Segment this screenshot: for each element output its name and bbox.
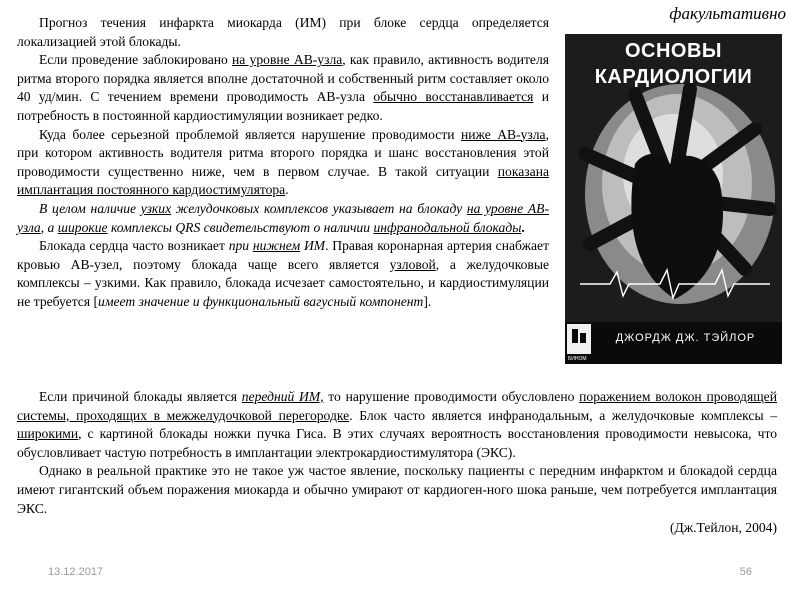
paragraph bbox=[17, 388, 777, 462]
text-run: нижнем bbox=[252, 238, 301, 254]
publisher-logo: БИНОМ bbox=[568, 356, 587, 362]
paragraph bbox=[17, 200, 549, 237]
text-run: обычно восстанавливается bbox=[373, 89, 534, 105]
top-text-column bbox=[17, 14, 549, 312]
text-run: передний ИМ, bbox=[241, 389, 324, 404]
text-run: . Правая коронарная артерия снабжает кровью АВ-узел, поэтому блокада чаще всего является bbox=[17, 238, 550, 272]
text-run: на уровне АВ-узла bbox=[17, 200, 549, 235]
text-run: , как правило, активность водителя ритма второго порядка является вполне достаточной и собственный ритм составляет около 40 уд/мин. С течением времени проводимость АВ-узла bbox=[17, 52, 549, 105]
page-number: 56 bbox=[739, 566, 752, 578]
text-run: . bbox=[285, 182, 289, 198]
text-run: В целом наличие bbox=[39, 200, 141, 216]
text-run: ниже АВ-узла bbox=[460, 126, 546, 142]
text-run: ИМ bbox=[300, 238, 326, 254]
text-run: при bbox=[228, 238, 253, 254]
text-run: Если проведение заблокировано bbox=[39, 52, 233, 68]
text-run: Если причиной блокады является bbox=[39, 389, 242, 404]
text-run: , а bbox=[40, 219, 58, 235]
text-run: на уровне АВ-узла bbox=[232, 52, 343, 68]
text-run: . Блок часто является инфранодальным, а желудочковые комплексы – bbox=[349, 407, 777, 423]
slide-date: 13.12.2017 bbox=[48, 566, 104, 578]
text-run: инфранодальной блокады bbox=[373, 219, 522, 235]
book-author: ДЖОРДЖ ДЖ. ТЭЙЛОР bbox=[615, 332, 756, 344]
text-run: широкие bbox=[57, 219, 108, 235]
text-run: , с картиной блокады ножки пучка Гиса. В этих случаях вероятность восстановления проводимости невысока, что обусловливает частую потребность в имплантации электрокардиостимулятора (ЭКС). bbox=[17, 426, 777, 460]
book-cover bbox=[565, 34, 782, 364]
paragraph bbox=[17, 237, 549, 311]
text-run: узловой bbox=[389, 256, 436, 272]
optional-tag: факультативно bbox=[669, 4, 786, 23]
book-title: ОСНОВЫ КАРДИОЛОГИИ bbox=[594, 40, 753, 88]
paragraph bbox=[17, 462, 777, 518]
text-run: , при котором активность водителя ритма второго порядка и шанс восстановления этой проводимости существенно ниже, чем в первом случае. В такой ситуации bbox=[17, 126, 549, 179]
text-run: Блокада сердца часто возникает bbox=[39, 238, 229, 254]
text-run: желудочковых комплексов указывает на блокаду bbox=[171, 200, 467, 216]
text-run: ]. bbox=[423, 293, 432, 309]
text-run: то нарушение проводимости обусловлено bbox=[323, 389, 580, 404]
citation: (Дж.Тейлон, 2004) bbox=[669, 520, 777, 536]
text-run: широкими bbox=[17, 426, 79, 442]
text-run: , а желудочковые комплексы – узкими. Как правило, блокада исчезает самостоятельно, и кардиостимуляции не требуется [ bbox=[17, 256, 549, 309]
text-run: показана имплантация постоянного кардиостимулятора bbox=[17, 163, 549, 198]
text-run: Прогноз течения инфаркта миокарда (ИМ) при блоке сердца определяется локализацией этой блокады. bbox=[17, 15, 549, 49]
text-run: узких bbox=[140, 200, 172, 216]
text-run: поражением волокон проводящей системы, проходящих в межжелудочковой перегородке bbox=[17, 389, 777, 423]
paragraph bbox=[17, 14, 549, 51]
paragraph bbox=[17, 126, 549, 200]
text-run: и потребность в постоянной кардиостимуляции возникает редко. bbox=[17, 89, 549, 123]
text-run: Куда более серьезной проблемой является нарушение проводимости bbox=[39, 126, 461, 142]
text-run: Однако в реальной практике это не такое уж частое явление, поскольку пациенты с передним инфарктом и блокадой сердца имеют гигантский объем поражения миокарда и обычно умирают от кардиоген-ного шока раньше, чем потребуется имплантация ЭКС. bbox=[17, 463, 777, 516]
text-run: . bbox=[521, 219, 525, 235]
text-run: имеет значение и функциональный вагусный компонент bbox=[98, 293, 424, 309]
text-run: комплексы QRS свидетельствуют о наличии bbox=[107, 219, 374, 235]
paragraph bbox=[17, 51, 549, 125]
bottom-text-column bbox=[17, 388, 777, 538]
